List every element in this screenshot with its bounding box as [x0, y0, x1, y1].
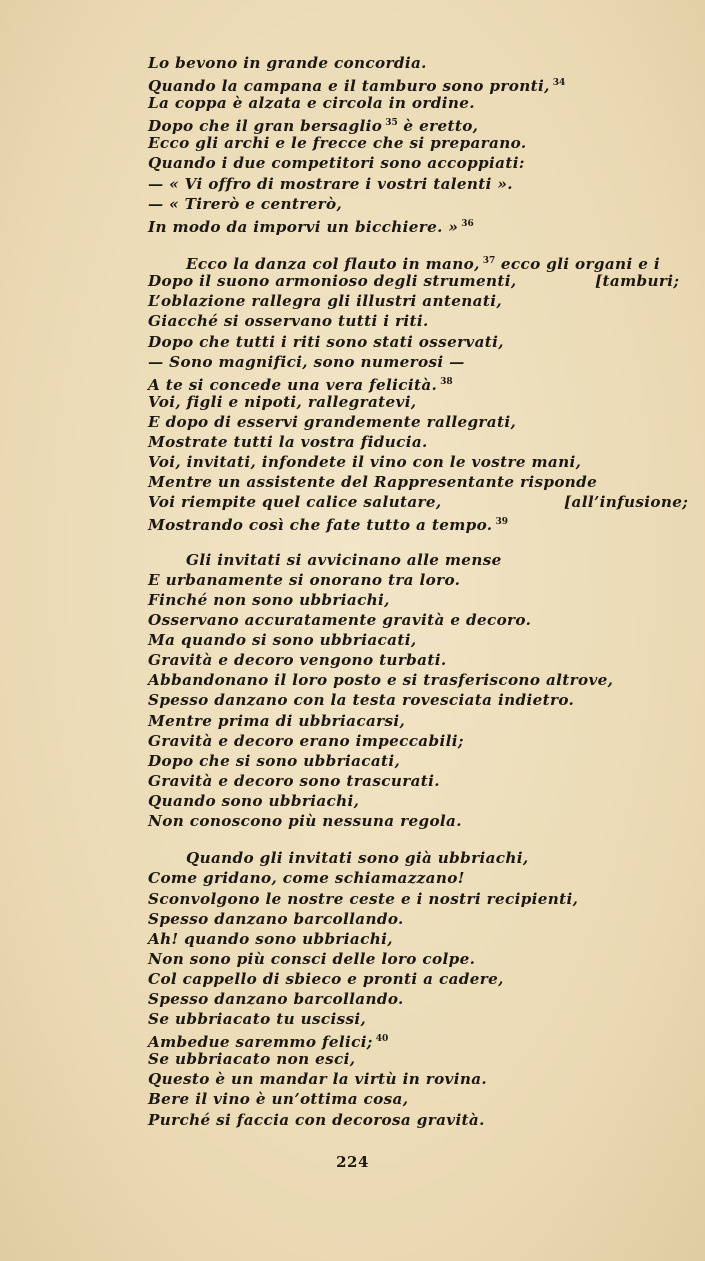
verse-text: Mentre un assistente del Rappresentante risponde: [148, 473, 598, 492]
footnote-marker: 39: [495, 517, 508, 528]
verse-line: [148, 311, 693, 331]
verse-text: Spesso danzano barcollando.: [148, 990, 404, 1009]
verse-line: [148, 1089, 693, 1109]
verse-line: [148, 472, 693, 492]
verse-line: [148, 731, 693, 751]
verse-text: A te si concede una vera felicità.: [148, 375, 438, 394]
verse-line: [148, 949, 693, 969]
verse-line: [148, 670, 693, 690]
verse-line: [148, 53, 693, 73]
verse-overflow-tail: [tamburi;: [595, 272, 680, 291]
verse-line: [148, 868, 693, 888]
verse-text-continued: ecco gli organi e i: [495, 255, 660, 274]
verse-line: [148, 1049, 693, 1069]
verse-line: [148, 848, 693, 868]
footnote-marker: 38: [440, 376, 453, 387]
verse-line: [148, 811, 693, 831]
verse-line: [148, 251, 693, 274]
verse-line: [148, 113, 693, 136]
verse-text: — « Vi offro di mostrare i vostri talenti ».: [148, 174, 513, 193]
verse-text: In modo da imporvi un bicchiere. »: [148, 217, 459, 236]
verse-line: [148, 432, 693, 452]
verse-line: [148, 929, 693, 949]
verse-line: [148, 452, 693, 472]
verse-line: [148, 512, 693, 535]
verse-text: — « Tirerò e centrerò,: [148, 194, 343, 213]
verse-text: Mostrando così che fate tutto a tempo.: [148, 516, 493, 535]
verse-text: Quando gli invitati sono già ubbriachi,: [186, 849, 529, 868]
stanza: [148, 550, 693, 831]
verse-text: Lo bevono in grande concordia.: [148, 54, 427, 72]
verse-text: Mostrate tutti la vostra fiducia.: [148, 432, 428, 451]
verse-text: Col cappello di sbieco e pronti a cadere,: [148, 969, 504, 988]
verse-line: [148, 650, 693, 670]
verse-text: Non conoscono più nessuna regola.: [148, 811, 462, 830]
verse-line: [148, 73, 693, 96]
verse-text: Dopo che tutti i riti sono stati osservati,: [148, 332, 504, 351]
verse-text: Se ubbriacato non esci,: [148, 1050, 356, 1069]
verse-line: [148, 352, 693, 372]
verse-line: [148, 153, 693, 173]
verse-line: [148, 214, 693, 234]
verse-line: [148, 93, 693, 113]
footnote-marker: 40: [375, 1034, 389, 1045]
verse-line: [148, 291, 693, 311]
verse-text: Sconvolgono le nostre ceste e i nostri recipienti,: [148, 889, 579, 908]
verse-text: — Sono magnifici, sono numerosi —: [148, 352, 465, 371]
verse-line: [148, 610, 693, 630]
verse-text: Giacché si osservano tutti i riti.: [148, 312, 429, 331]
verse-text: Spesso danzano con la testa rovesciata indietro.: [148, 691, 575, 710]
poem-text: [148, 53, 693, 1130]
verse-text: Quando la campana e il tamburo sono pronti,: [148, 77, 550, 96]
verse-text: La coppa è alzata e circola in ordine.: [148, 94, 475, 113]
verse-text: Voi, figli e nipoti, rallegratevi,: [148, 392, 417, 411]
page-number: 224: [336, 1153, 369, 1171]
verse-text: Se ubbriacato tu uscissi,: [148, 1010, 367, 1029]
verse-text: Ma quando si sono ubbriacati,: [148, 631, 417, 650]
verse-text: Abbandonano il loro posto e si trasferiscono altrove,: [148, 671, 614, 690]
verse-text: Osservano accuratamente gravità e decoro.: [148, 611, 532, 630]
verse-text: Ah! quando sono ubbriachi,: [148, 929, 393, 948]
verse-line: [148, 1009, 693, 1029]
verse-text: Non sono più consci delle loro colpe.: [148, 949, 476, 968]
verse-text: Ecco gli archi e le frecce che si preparano.: [148, 134, 527, 153]
footnote-marker: 35: [385, 118, 398, 129]
verse-line: [148, 392, 693, 412]
verse-text: Dopo il suono armonioso degli strumenti,: [148, 272, 517, 291]
footnote-marker: 36: [461, 218, 474, 229]
verse-text: Questo è un mandar la virtù in rovina.: [148, 1070, 488, 1089]
verse-text: Voi, invitati, infondete il vino con le vostre mani,: [148, 453, 582, 472]
verse-line: [148, 1110, 693, 1130]
stanza: [148, 53, 693, 234]
verse-text: Come gridano, come schiamazzano!: [148, 869, 465, 888]
verse-text-continued: è eretto,: [397, 117, 479, 136]
verse-overflow-tail: [all’infusione;: [564, 493, 689, 512]
verse-line: [148, 590, 693, 610]
verse-line: [148, 550, 693, 570]
verse-line: [148, 412, 693, 432]
verse-text: Ecco la danza col flauto in mano,: [186, 255, 480, 274]
verse-line: [148, 1029, 693, 1052]
verse-line: [148, 133, 693, 153]
verse-line: [148, 989, 693, 1009]
verse-text: Gravità e decoro erano impeccabili;: [148, 731, 464, 750]
verse-line: [148, 909, 693, 929]
stanza-gap: [148, 532, 693, 549]
verse-line: [148, 630, 693, 650]
verse-line: [148, 271, 693, 291]
verse-text: E urbanamente si onorano tra loro.: [148, 570, 461, 589]
verse-line: [148, 174, 693, 194]
verse-line: [148, 492, 693, 512]
verse-text: Gli invitati si avvicinano alle mense: [186, 550, 502, 569]
verse-text: Voi riempite quel calice salutare,: [148, 493, 442, 512]
footnote-marker: 34: [552, 78, 566, 89]
verse-line: [148, 791, 693, 811]
verse-text: Quando sono ubbriachi,: [148, 791, 360, 810]
verse-line: [148, 570, 693, 590]
verse-line: [148, 711, 693, 731]
verse-line: [148, 751, 693, 771]
verse-line: [148, 690, 693, 710]
verse-text: L’oblazione rallegra gli illustri antenati,: [148, 292, 502, 311]
verse-text: Spesso danzano barcollando.: [148, 909, 404, 928]
stanza-gap: [148, 831, 693, 848]
verse-text: Purché si faccia con decorosa gravità.: [148, 1110, 485, 1129]
verse-text: E dopo di esservi grandemente rallegrati,: [148, 412, 517, 431]
verse-text: Quando i due competitori sono accoppiati:: [148, 154, 525, 173]
verse-text: Mentre prima di ubbriacarsi,: [148, 711, 406, 730]
verse-line: [148, 771, 693, 791]
verse-text: Dopo che il gran bersaglio: [148, 117, 383, 136]
verse-line: [148, 372, 693, 392]
verse-line: [148, 194, 693, 214]
stanza: [148, 251, 693, 535]
verse-line: [148, 889, 693, 909]
verse-text: Gravità e decoro vengono turbati.: [148, 651, 447, 670]
verse-line: [148, 1069, 693, 1089]
verse-text: Ambedue saremmo felici;: [148, 1033, 373, 1052]
verse-line: [148, 969, 693, 989]
stanza-gap: [148, 234, 693, 251]
verse-line: [148, 332, 693, 352]
footnote-marker: 37: [482, 256, 496, 267]
verse-text: Dopo che si sono ubbriacati,: [148, 751, 401, 770]
verse-text: Finché non sono ubbriachi,: [148, 590, 390, 609]
verse-text: Gravità e decoro sono trascurati.: [148, 771, 440, 790]
verse-text: Bere il vino è un’ottima cosa,: [148, 1090, 409, 1109]
stanza: [148, 848, 693, 1129]
